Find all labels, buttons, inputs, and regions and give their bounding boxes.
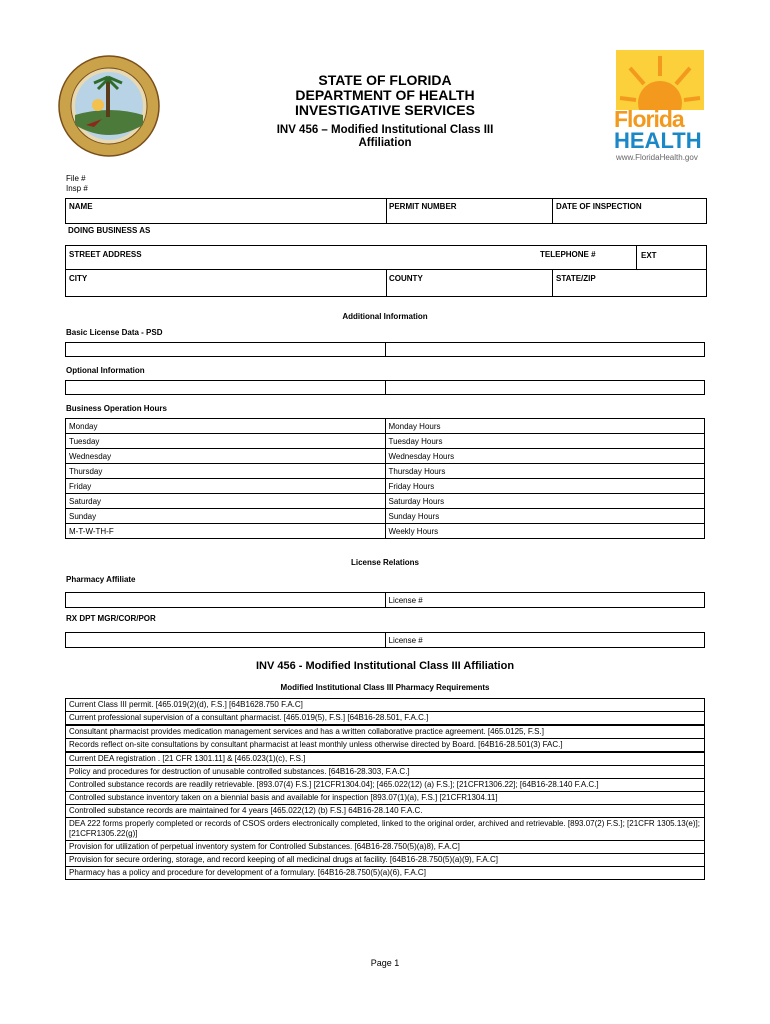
- optional-info-label: Optional Information: [66, 366, 145, 375]
- ext-label: EXT: [641, 251, 657, 260]
- pharmacy-affiliate-label: Pharmacy Affiliate: [66, 575, 136, 584]
- basic-license-label: Basic License Data - PSD: [66, 328, 163, 337]
- date-label: DATE OF INSPECTION: [556, 202, 642, 211]
- county-label: COUNTY: [389, 274, 423, 283]
- name-label: NAME: [69, 202, 93, 211]
- requirements-table: [65, 698, 705, 880]
- permit-label: PERMIT NUMBER: [389, 202, 457, 211]
- day-cell: Friday: [66, 479, 386, 494]
- address-block: [65, 245, 707, 297]
- rx-manager-label: RX DPT MGR/COR/POR: [66, 614, 156, 623]
- form-title-line2: Affiliation: [358, 137, 412, 149]
- affiliate-table: [65, 592, 705, 608]
- requirement-item: Controlled substance records are readily retrievable. [893.07(4) F.S.] [21CFR1304.04]; [465.022(12) (a) F.S.]; [21CFR1306.22]; [64B16-28.140 F.A.C.]: [66, 779, 705, 792]
- name-row: [65, 198, 707, 224]
- license-relations-title: License Relations: [350, 558, 420, 567]
- form-title-line1: INV 456 – Modified Institutional Class III: [276, 124, 494, 136]
- rx-manager-license-field[interactable]: License #: [385, 633, 705, 648]
- requirement-item: Records reflect on-site consultations by consultant pharmacist at least monthly unless otherwise directed by Board. [64B16-28.501(3) FAC.]: [66, 739, 705, 753]
- optional-info-field-2[interactable]: [385, 381, 705, 395]
- florida-health-logo: [610, 48, 710, 168]
- day-cell: Monday: [66, 419, 386, 434]
- hours-title: Business Operation Hours: [66, 404, 167, 413]
- requirement-item: Policy and procedures for destruction of unusable controlled substances. [64B16-28.303, F.A.C.]: [66, 766, 705, 779]
- day-cell: Tuesday: [66, 434, 386, 449]
- requirement-item: Consultant pharmacist provides medication management services and has a written collaborative practice agreement. [465.0125, F.S.]: [66, 725, 705, 739]
- optional-info-field-1[interactable]: [66, 381, 386, 395]
- rx-manager-name-field[interactable]: [66, 633, 386, 648]
- page-number: Page 1: [370, 958, 400, 968]
- optional-info-table: [65, 380, 705, 395]
- street-label: STREET ADDRESS: [69, 250, 142, 259]
- affiliate-license-field[interactable]: License #: [385, 593, 705, 608]
- requirement-item: DEA 222 forms properly completed or records of CSOS orders electronically completed, linked to the original order, archived and retrievable. [893.07(2) F.S.]; [21CFR 1305.13(e)]; [21CFR1305.22(g)]: [66, 818, 705, 841]
- requirement-item: Current Class III permit. [465.019(2)(d), F.S.] [64B1628.750 F.A.C]: [66, 699, 705, 712]
- basic-license-field-1[interactable]: [66, 343, 386, 357]
- hours-cell[interactable]: Thursday Hours: [385, 464, 705, 479]
- requirement-item: Controlled substance records are maintained for 4 years [465.022(12) (b) F.S.] 64B16-28.140 F.A.C.: [66, 805, 705, 818]
- logo-health: HEALTH: [614, 128, 702, 153]
- requirement-item: Pharmacy has a policy and procedure for development of a formulary. [64B16-28.750(5)(a)(6), F.A.C]: [66, 867, 705, 880]
- requirements-title: INV 456 - Modified Institutional Class III Affiliation: [255, 660, 515, 672]
- inspection-number-label: Insp #: [66, 184, 88, 193]
- requirement-item: Provision for secure ordering, storage, and record keeping of all medicinal drugs at facility. [64B16-28.750(5)(a)(9), F.A.C]: [66, 854, 705, 867]
- hours-cell[interactable]: Tuesday Hours: [385, 434, 705, 449]
- header-department: DEPARTMENT OF HEALTH: [295, 87, 475, 103]
- hours-cell[interactable]: Sunday Hours: [385, 509, 705, 524]
- logo-florida: Florida: [614, 106, 684, 132]
- state-seal: [58, 55, 160, 157]
- city-label: CITY: [69, 274, 88, 283]
- day-cell: M-T-W-TH-F: [66, 524, 386, 539]
- requirement-item: Current DEA registration . [21 CFR 1301.11] & [465.023(1)(c), F.S.]: [66, 752, 705, 766]
- day-cell: Sunday: [66, 509, 386, 524]
- basic-license-table: [65, 342, 705, 357]
- requirements-subtitle: Modified Institutional Class III Pharmacy Requirements: [280, 683, 490, 692]
- affiliate-name-field[interactable]: [66, 593, 386, 608]
- file-number-label: File #: [66, 174, 86, 183]
- day-cell: Thursday: [66, 464, 386, 479]
- header-services: INVESTIGATIVE SERVICES: [295, 102, 475, 118]
- hours-cell[interactable]: Friday Hours: [385, 479, 705, 494]
- hours-cell[interactable]: Saturday Hours: [385, 494, 705, 509]
- hours-cell[interactable]: Wednesday Hours: [385, 449, 705, 464]
- telephone-label: TELEPHONE #: [540, 250, 596, 259]
- hours-cell[interactable]: Monday Hours: [385, 419, 705, 434]
- logo-url: www.FloridaHealth.gov: [616, 153, 698, 162]
- basic-license-field-2[interactable]: [385, 343, 705, 357]
- day-cell: Saturday: [66, 494, 386, 509]
- requirement-item: Provision for utilization of perpetual inventory system for Controlled Substances. [64B16-28.750(5)(a)8), F.A.C]: [66, 841, 705, 854]
- dba-label: DOING BUSINESS AS: [68, 226, 151, 235]
- requirement-item: Current professional supervision of a consultant pharmacist. [465.019(5), F.S.] [64B16-28.501, F.A.C.]: [66, 712, 705, 726]
- hours-cell[interactable]: Weekly Hours: [385, 524, 705, 539]
- day-cell: Wednesday: [66, 449, 386, 464]
- requirement-item: Controlled substance inventory taken on a biennial basis and available for inspection [893.07(1)(a), F.S.] [21CFR1304.11]: [66, 792, 705, 805]
- statezip-label: STATE/ZIP: [556, 274, 596, 283]
- header-state: STATE OF FLORIDA: [318, 72, 452, 88]
- rx-manager-table: [65, 632, 705, 648]
- hours-table: [65, 418, 705, 539]
- additional-info-title: Additional Information: [342, 312, 428, 321]
